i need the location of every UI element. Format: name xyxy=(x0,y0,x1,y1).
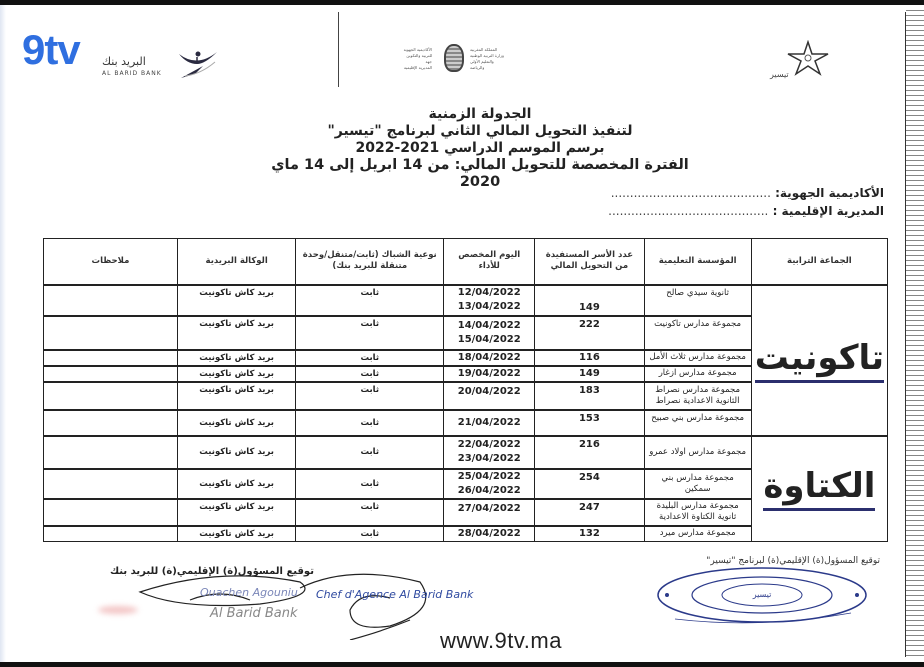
agency-cell: بريد كاش تاكونيت xyxy=(177,285,295,316)
families-cell: 254 xyxy=(535,469,644,499)
ministry-header-text: المملكة المغربية وزارة التربية الوطنية والتعليم الأولي والرياضة xyxy=(470,47,504,70)
header-agency: الوكالة البريدية xyxy=(177,239,295,285)
notes-cell xyxy=(44,499,178,526)
signature-scribble-icon xyxy=(120,570,440,640)
commune-cell-taknit: تاكونيت xyxy=(751,285,887,436)
title-line-period: الفترة المخصصة للتحويل المالي: من 14 ابريل إلى 14 ماي 2020 xyxy=(271,157,689,190)
header-notes: ملاحظات xyxy=(44,239,178,285)
institution-cell: مجموعة مدارس ازغار xyxy=(644,366,751,382)
header-divider xyxy=(338,12,339,87)
counter-type-cell: ثابت xyxy=(296,350,444,366)
counter-type-cell: ثابت xyxy=(296,316,444,350)
bottom-border xyxy=(0,662,924,667)
counter-type-cell: ثابت xyxy=(296,469,444,499)
scan-edge xyxy=(0,5,6,662)
date-cell: 27/04/2022 xyxy=(444,499,535,526)
notes-cell xyxy=(44,366,178,382)
institution-cell: مجموعة مدارس ثلاث الأمل xyxy=(644,350,751,366)
direction-label: المديرية الإقليمية : xyxy=(772,204,884,218)
table-row xyxy=(44,436,888,469)
notes-cell xyxy=(44,382,178,410)
agency-cell: بريد كاش تاكونيت xyxy=(177,350,295,366)
bank-signature-label: توقيع المسؤول(ة) الإقليمي(ة) للبريد بنك xyxy=(110,566,314,577)
families-cell: 222 xyxy=(535,316,644,350)
families-cell: 153 xyxy=(535,410,644,436)
agency-cell: بريد كاش تاكونيت xyxy=(177,316,295,350)
official-stamp-icon xyxy=(655,563,870,625)
scan-edge-marks xyxy=(906,10,924,660)
agency-cell: بريد كاش تاكونيت xyxy=(177,499,295,526)
institution-cell: مجموعة مدارس ميرد xyxy=(644,526,751,542)
document-title xyxy=(260,106,700,191)
institution-cell: مجموعة مدارس نصراط الثانوية الاعدادية نصراط xyxy=(644,382,751,410)
header-institution: المؤسسة التعليمية xyxy=(644,239,751,285)
date-cell: 25/04/2022 26/04/2022 xyxy=(444,469,535,499)
header-commune: الجماعة الترابية xyxy=(751,239,887,285)
institution-cell: مجموعة مدارس بني سمكين xyxy=(644,469,751,499)
header-families: عدد الأسر المستفيدة من التحويل المالي xyxy=(535,239,644,285)
agency-cell: بريد كاش تاكونيت xyxy=(177,436,295,469)
date-cell: 22/04/2022 23/04/2022 xyxy=(444,436,535,469)
commune-cell-ktaoua: الكتاوة xyxy=(751,436,887,542)
bank-stamp-bank: Al Barid Bank xyxy=(210,606,298,621)
notes-cell xyxy=(44,526,178,542)
agency-cell: بريد كاش تاكونيت xyxy=(177,382,295,410)
agency-cell: بريد كاش تاكونيت xyxy=(177,469,295,499)
star-icon xyxy=(784,40,830,78)
agency-cell: بريد كاش تاكونيت xyxy=(177,410,295,436)
header-counter-type: نوعية الشباك (ثابت/متنقل/وحدة متنقلة للبريد بنك) xyxy=(296,239,444,285)
institution-cell: مجموعة مدارس بني صبيح xyxy=(644,410,751,436)
academy-label: الأكاديمية الجهوية: xyxy=(775,186,884,200)
families-cell: 247 xyxy=(535,499,644,526)
date-cell: 14/04/2022 15/04/2022 xyxy=(444,316,535,350)
academy-header-text: الأكاديمية الجهوية للتربية والتكوين جهة المديرية الإقليمية xyxy=(403,47,432,70)
program-logo-label: تيسير xyxy=(770,70,789,79)
institution-cell: مجموعة مدارس تاكونيت xyxy=(644,316,751,350)
families-cell: 132 xyxy=(535,526,644,542)
header-date: اليوم المخصص للأداء xyxy=(444,239,535,285)
counter-type-cell: ثابت xyxy=(296,285,444,316)
date-cell: 19/04/2022 xyxy=(444,366,535,382)
agency-cell: بريد كاش تاكونيت xyxy=(177,366,295,382)
title-line-3: برسم الموسم الدراسي 2021-2022 xyxy=(355,140,605,156)
royal-emblem-icon xyxy=(444,44,464,72)
families-cell: 216 xyxy=(535,436,644,469)
top-border xyxy=(0,0,924,5)
academy-value: .......................................... xyxy=(610,186,771,200)
notes-cell xyxy=(44,285,178,316)
notes-cell xyxy=(44,410,178,436)
counter-type-cell: ثابت xyxy=(296,436,444,469)
institution-cell: ثانوية سيدي صالح xyxy=(644,285,751,316)
table-row xyxy=(44,285,888,316)
counter-type-cell: ثابت xyxy=(296,410,444,436)
date-cell: 28/04/2022 xyxy=(444,526,535,542)
date-cell: 12/04/2022 13/04/2022 xyxy=(444,285,535,316)
families-cell: 183 xyxy=(535,382,644,410)
institution-cell: مجموعة مدارس البليدة ثانوية الكتاوة الاعدادية xyxy=(644,499,751,526)
schedule-table xyxy=(43,238,888,542)
counter-type-cell: ثابت xyxy=(296,366,444,382)
counter-type-cell: ثابت xyxy=(296,526,444,542)
bank-name-en: AL BARID BANK xyxy=(102,70,162,77)
families-cell: 149 xyxy=(535,366,644,382)
institution-cell: مجموعة مدارس اولاد عمرو xyxy=(644,436,751,469)
notes-cell xyxy=(44,469,178,499)
families-cell: 116 xyxy=(535,350,644,366)
counter-type-cell: ثابت xyxy=(296,382,444,410)
watermark-brand: 9tv xyxy=(22,26,80,73)
date-cell: 20/04/2022 xyxy=(444,382,535,410)
svg-text:تيسير: تيسير xyxy=(752,590,772,599)
academy-field xyxy=(584,186,884,200)
bird-icon xyxy=(175,48,220,80)
watermark-website[interactable]: www.9tv.ma xyxy=(440,628,562,653)
date-cell: 18/04/2022 xyxy=(444,350,535,366)
direction-field xyxy=(584,204,884,218)
title-line-1: الجدولة الزمنية xyxy=(428,106,532,122)
bank-name-ar: البريد بنك xyxy=(102,55,146,68)
bank-stamp-name: Ouachen Agouniu xyxy=(200,586,298,599)
bank-stamp-title: Chef d'Agence Al Barid Bank xyxy=(316,588,474,601)
title-line-2: لتنفيذ التحويل المالي الثاني لبرنامج "تيسير" xyxy=(327,123,633,139)
notes-cell xyxy=(44,316,178,350)
families-cell: 149 xyxy=(535,285,644,316)
direction-value: .......................................... xyxy=(608,204,769,218)
program-signature-label: توقيع المسؤول(ة) الإقليمي(ة) لبرنامج "تيسير" xyxy=(706,556,880,566)
counter-type-cell: ثابت xyxy=(296,499,444,526)
agency-cell: بريد كاش تاكونيت xyxy=(177,526,295,542)
date-cell: 21/04/2022 xyxy=(444,410,535,436)
table-header-row xyxy=(44,239,888,285)
notes-cell xyxy=(44,350,178,366)
notes-cell xyxy=(44,436,178,469)
